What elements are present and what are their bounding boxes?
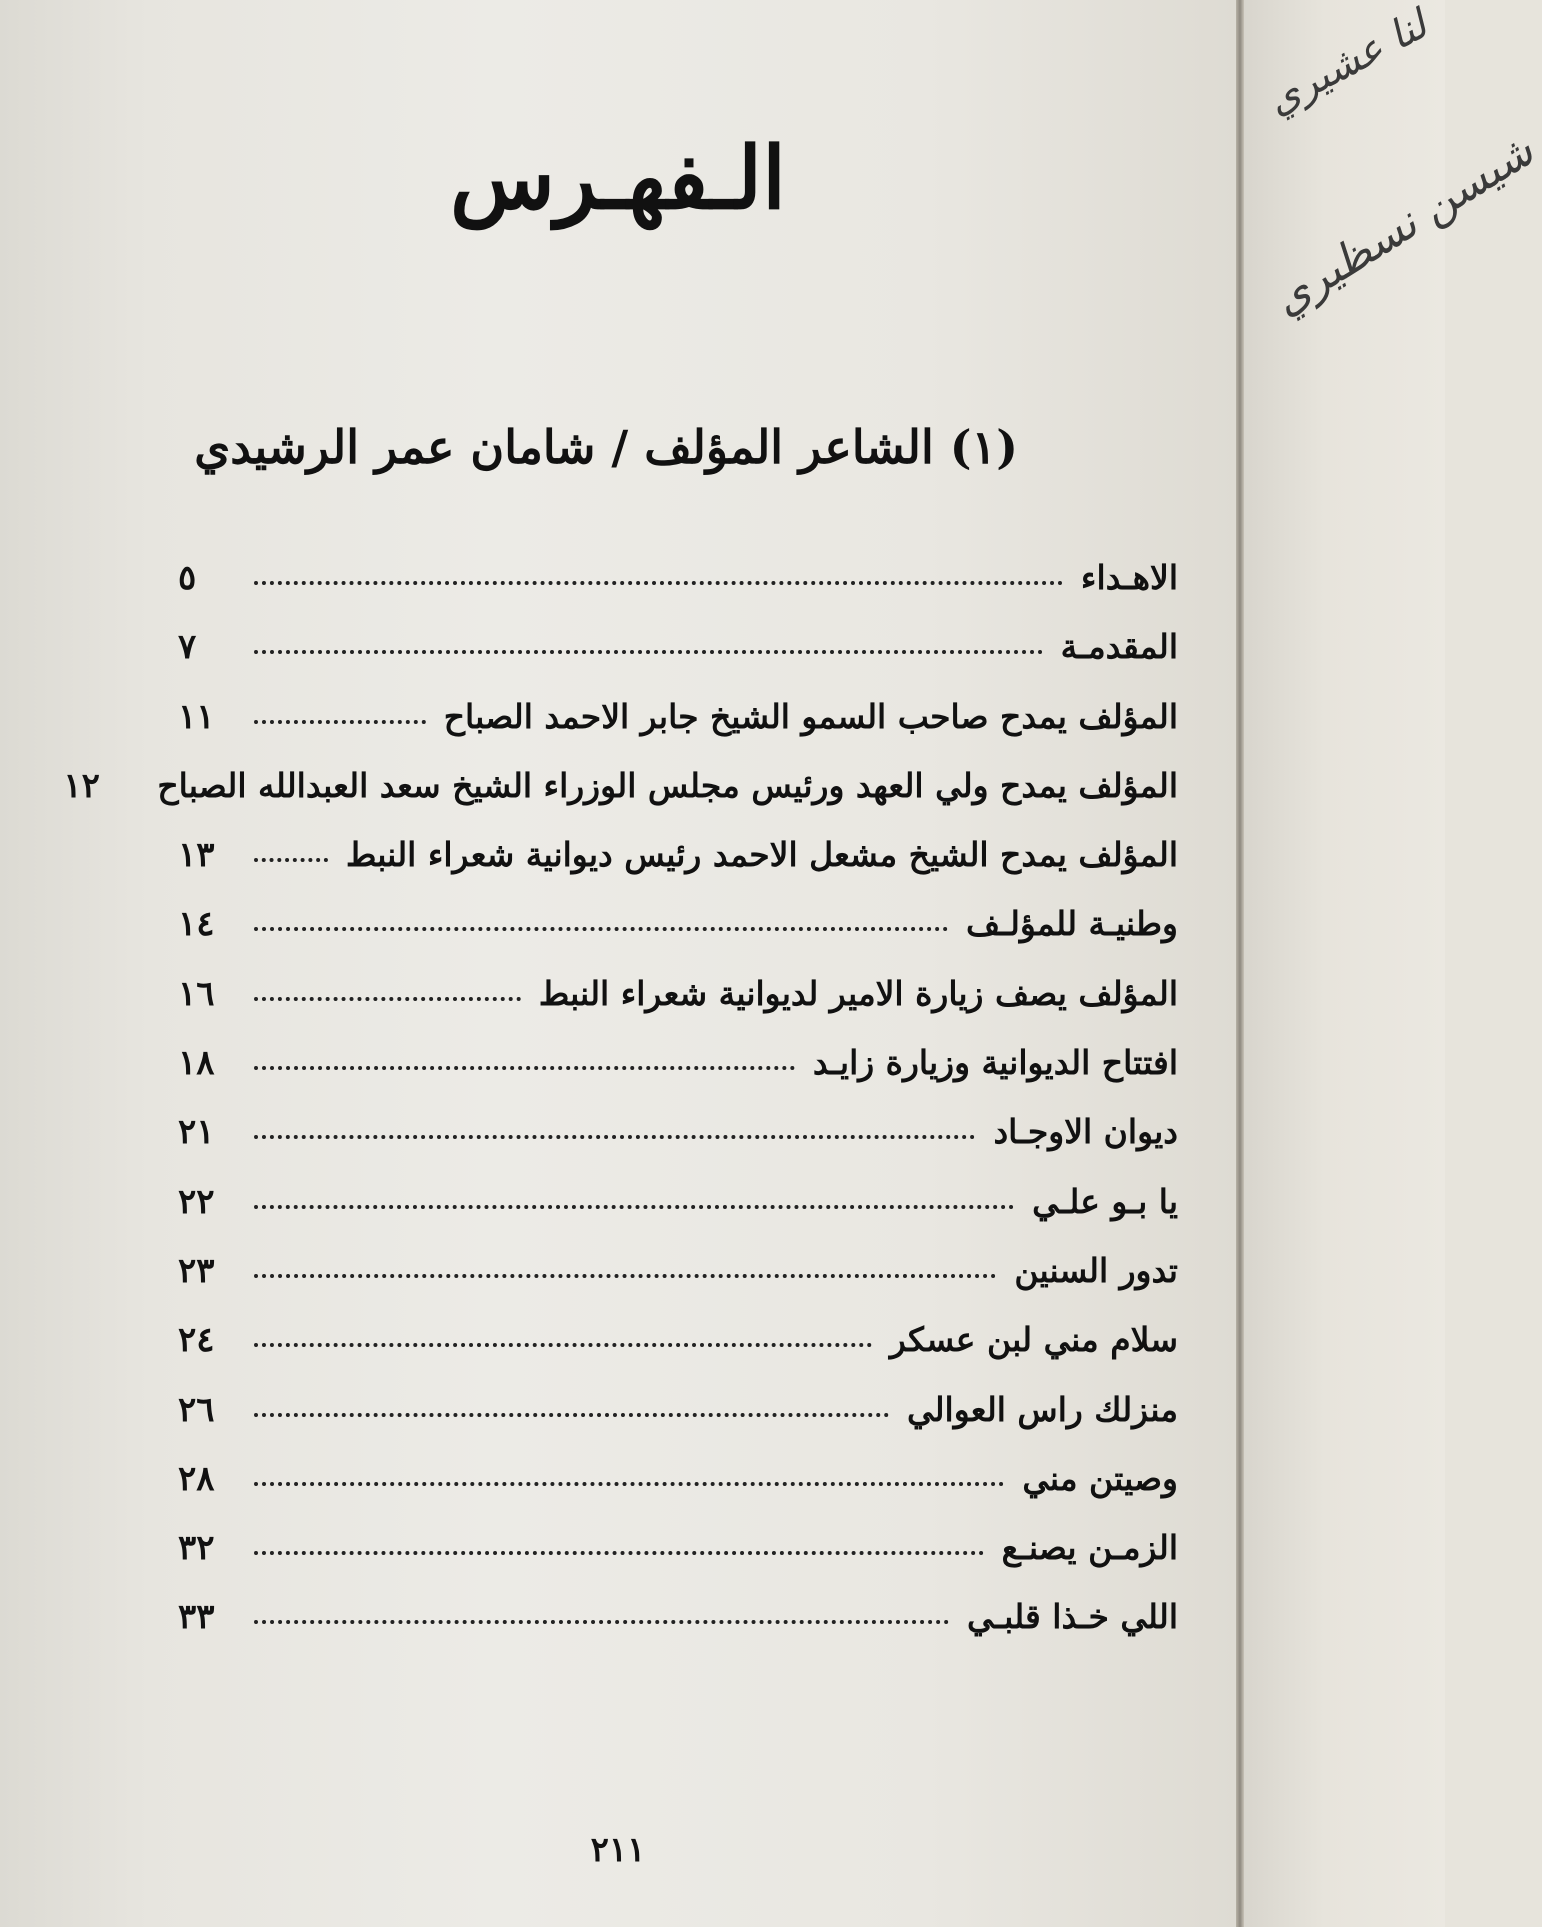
table-of-contents: [63, 558, 1178, 1667]
toc-entry-title: وصيتن مني: [1022, 1458, 1178, 1498]
toc-dot-leader: [254, 1205, 1014, 1209]
toc-entry-page: ٢١: [178, 1112, 215, 1153]
toc-entry-page: ٢٤: [178, 1320, 215, 1361]
handwritten-note: شيسن نسظيري: [1264, 125, 1542, 326]
handwritten-note: لنا عشيري: [1259, 1, 1435, 125]
toc-entry: [178, 1251, 1178, 1320]
toc-dot-leader: [254, 1551, 984, 1555]
toc-dot-leader: [254, 1066, 795, 1070]
toc-entry: [178, 1043, 1178, 1112]
toc-entry-page: ٧: [178, 627, 197, 668]
toc-entry-title: سلام مني لبن عسكر: [889, 1320, 1178, 1360]
toc-entry-page: ١١: [178, 696, 215, 737]
toc-entry-page: ١٨: [178, 1043, 215, 1084]
toc-entry-page: ٢٨: [178, 1458, 215, 1499]
toc-dot-leader: [254, 1343, 872, 1347]
toc-dot-leader: [254, 1482, 1004, 1486]
toc-entry-title: الزمـن يصنـع: [1001, 1528, 1178, 1568]
toc-entry-title: المقدمـة: [1060, 627, 1178, 667]
toc-dot-leader: [254, 1413, 889, 1417]
toc-entry-title: المؤلف يمدح صاحب السمو الشيخ جابر الاحمد الصباح: [443, 696, 1178, 736]
toc-entry: [178, 904, 1178, 973]
toc-dot-leader: [254, 997, 521, 1001]
toc-entry-title: افتتاح الديوانية وزيارة زايـد: [812, 1043, 1178, 1083]
toc-dot-leader: [254, 1135, 975, 1139]
toc-entry: [178, 1320, 1178, 1389]
toc-entry: [178, 1528, 1178, 1597]
toc-entry: [178, 558, 1178, 627]
toc-dot-leader: [254, 927, 948, 931]
toc-dot-leader: [254, 858, 328, 862]
toc-entry-page: ٣٣: [178, 1597, 215, 1638]
toc-entry-title: المؤلف يصف زيارة الامير لديوانية شعراء النبط: [538, 973, 1178, 1013]
toc-dot-leader: [254, 1274, 996, 1278]
toc-entry: [178, 974, 1178, 1043]
toc-entry-title: اللي خـذا قلبـي: [966, 1597, 1178, 1637]
toc-entry-page: ١٣: [178, 835, 215, 876]
toc-entry-title: ديوان الاوجـاد: [993, 1112, 1178, 1152]
page-number: ٢١١: [590, 1830, 646, 1870]
toc-entry: [178, 1182, 1178, 1251]
toc-entry-title: المؤلف يمدح ولي العهد ورئيس مجلس الوزراء الشيخ سعد العبدالله الصباح: [157, 765, 1178, 805]
toc-entry-page: ٣٢: [178, 1528, 215, 1569]
toc-entry: [178, 1459, 1178, 1528]
toc-entry-title: منزلك راس العوالي: [907, 1389, 1178, 1429]
toc-entry-page: ١٦: [178, 973, 215, 1014]
toc-entry-page: ٥: [178, 558, 197, 598]
toc-entry-title: يا بـو علـي: [1032, 1181, 1178, 1221]
toc-entry: [178, 835, 1178, 904]
toc-entry-title: المؤلف يمدح الشيخ مشعل الاحمد رئيس ديوانية شعراء النبط: [345, 835, 1178, 875]
toc-entry-page: ١٤: [178, 904, 215, 945]
section-heading: (١) الشاعر المؤلف / شامان عمر الرشيدي: [194, 420, 1018, 474]
toc-entry-page: ٢٦: [178, 1389, 215, 1430]
toc-entry: [63, 765, 1178, 835]
toc-entry-title: وطنيـة للمؤلـف: [966, 904, 1178, 944]
toc-dot-leader: [254, 1620, 949, 1624]
toc-entry-title: تدور السنين: [1014, 1250, 1178, 1290]
toc-entry-page: ٢٢: [178, 1181, 215, 1222]
page-title: الـفهـرس: [449, 128, 787, 229]
toc-entry-title: الاهـداء: [1080, 558, 1178, 597]
toc-dot-leader: [254, 650, 1043, 654]
toc-entry-page: ١٢: [63, 765, 100, 806]
toc-entry-page: ٢٣: [178, 1250, 215, 1291]
book-gutter: [1236, 0, 1244, 1927]
toc-dot-leader: [254, 720, 426, 724]
toc-entry: [178, 627, 1178, 696]
toc-entry: [178, 1597, 1178, 1666]
toc-entry: [178, 1112, 1178, 1181]
toc-entry: [178, 697, 1178, 766]
toc-entry: [178, 1390, 1178, 1459]
toc-dot-leader: [254, 581, 1063, 585]
